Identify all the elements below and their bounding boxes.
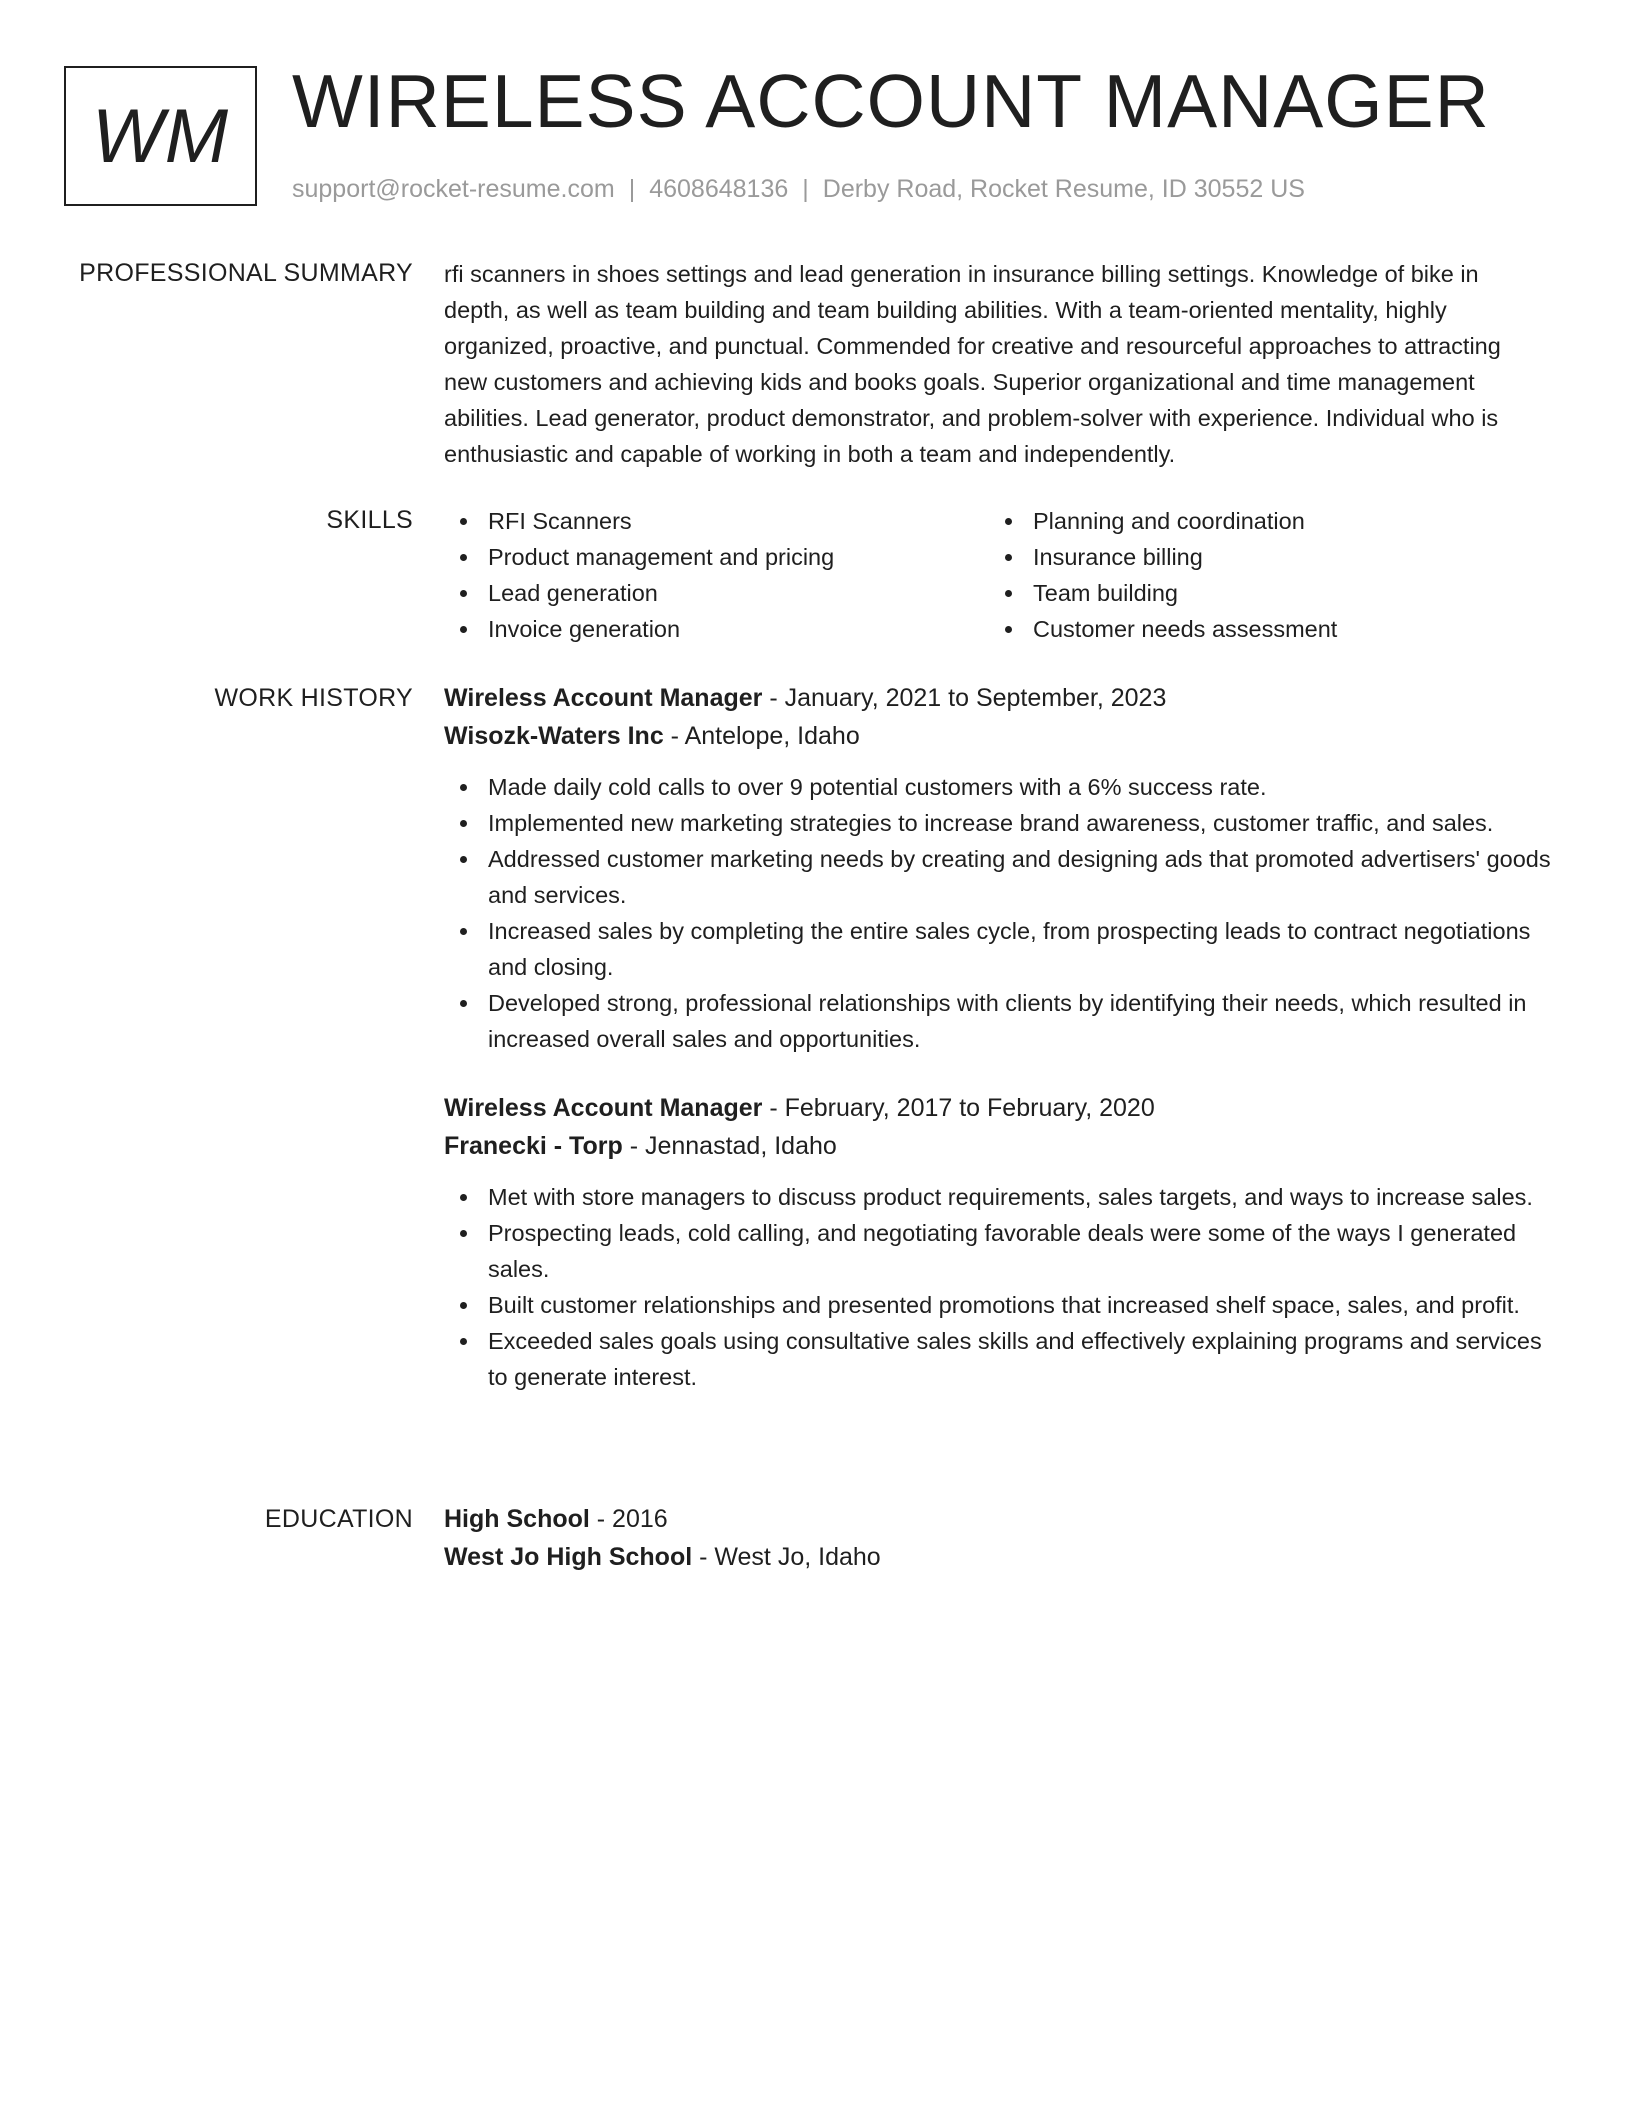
skill-item: Customer needs assessment: [989, 611, 1489, 647]
contact-address: Derby Road, Rocket Resume, ID 30552 US: [822, 175, 1305, 203]
skills-list: [444, 503, 1564, 647]
job-title: Wireless Account Manager: [444, 1094, 763, 1122]
job-company: Franecki - Torp: [444, 1132, 623, 1160]
job-entry: [444, 679, 1564, 1057]
skills-column-1: [444, 503, 989, 647]
monogram-logo: WM: [64, 66, 257, 206]
job-title: Wireless Account Manager: [444, 684, 763, 712]
contact-email: support@rocket-resume.com: [292, 175, 615, 203]
education-school: West Jo High School: [444, 1543, 693, 1571]
skill-item: Product management and pricing: [444, 539, 989, 575]
job-bullet: Prospecting leads, cold calling, and negotiating favorable deals were some of the ways I generated sales.: [444, 1215, 1564, 1287]
job-bullet: Developed strong, professional relationships with clients by identifying their needs, which resulted in increased overall sales and opportunities.: [444, 985, 1564, 1057]
job-bullet: Increased sales by completing the entire sales cycle, from prospecting leads to contract negotiations and closing.: [444, 913, 1564, 985]
education-degree: High School: [444, 1505, 590, 1533]
job-bullets: [444, 1179, 1564, 1395]
skill-item: Team building: [989, 575, 1489, 611]
summary-line: rfi scanners in shoes settings and lead generation in insurance billing settings. Knowledge of bike in: [444, 261, 1479, 287]
job-location: - Antelope, Idaho: [663, 722, 860, 750]
summary-text: [444, 256, 1564, 472]
skills-column-2: [989, 503, 1489, 647]
contact-separator: |: [628, 175, 636, 203]
job-title-line: [444, 679, 1564, 717]
job-bullet: Built customer relationships and presented promotions that increased shelf space, sales, and profit.: [444, 1287, 1564, 1323]
education-section: [444, 1500, 1564, 1576]
education-degree-line: [444, 1500, 1564, 1538]
contact-phone: 4608648136: [649, 175, 789, 203]
contact-separator: |: [802, 175, 809, 203]
summary-section: [444, 256, 1564, 472]
job-bullets: [444, 769, 1564, 1057]
section-label-skills: SKILLS: [326, 506, 413, 534]
candidate-name: WIRELESS ACCOUNT MANAGER: [292, 59, 1490, 143]
education-school-line: [444, 1538, 1564, 1576]
job-entry: [444, 1089, 1564, 1395]
summary-line: enthusiastic and capable of working in both a team and independently.: [444, 441, 1176, 467]
skill-item: Planning and coordination: [989, 503, 1489, 539]
summary-line: abilities. Lead generator, product demonstrator, and problem-solver with experience. Individual who is: [444, 405, 1499, 431]
section-label-work-history: WORK HISTORY: [214, 684, 413, 712]
job-bullet: Exceeded sales goals using consultative sales skills and effectively explaining programs and services to generate interest.: [444, 1323, 1564, 1395]
job-title-line: [444, 1089, 1564, 1127]
job-bullet: Implemented new marketing strategies to increase brand awareness, customer traffic, and sales.: [444, 805, 1564, 841]
skill-item: Invoice generation: [444, 611, 989, 647]
education-year: - 2016: [589, 1505, 668, 1533]
job-company-line: [444, 717, 1564, 755]
job-bullet: Met with store managers to discuss product requirements, sales targets, and ways to increase sales.: [444, 1179, 1564, 1215]
job-bullet: Made daily cold calls to over 9 potential customers with a 6% success rate.: [444, 769, 1564, 805]
summary-line: organized, proactive, and punctual. Commended for creative and resourceful approaches to attracting: [444, 333, 1501, 359]
job-company-line: [444, 1127, 1564, 1165]
summary-line: new customers and achieving kids and books goals. Superior organizational and time management: [444, 369, 1475, 395]
skill-item: RFI Scanners: [444, 503, 989, 539]
section-label-summary: PROFESSIONAL SUMMARY: [79, 259, 413, 287]
job-dates: - February, 2017 to February, 2020: [762, 1094, 1155, 1122]
skill-item: Insurance billing: [989, 539, 1489, 575]
job-location: - Jennastad, Idaho: [622, 1132, 837, 1160]
job-bullet: Addressed customer marketing needs by creating and designing ads that promoted advertisers' goods and services.: [444, 841, 1564, 913]
skill-item: Lead generation: [444, 575, 989, 611]
summary-line: depth, as well as team building and team building abilities. With a team-oriented mentality, highly: [444, 297, 1447, 323]
contact-line: [292, 173, 1305, 205]
job-company: Wisozk-Waters Inc: [444, 722, 664, 750]
job-dates: - January, 2021 to September, 2023: [762, 684, 1167, 712]
skills-section: [444, 503, 1564, 647]
education-location: - West Jo, Idaho: [692, 1543, 881, 1571]
section-label-education: EDUCATION: [264, 1505, 413, 1533]
